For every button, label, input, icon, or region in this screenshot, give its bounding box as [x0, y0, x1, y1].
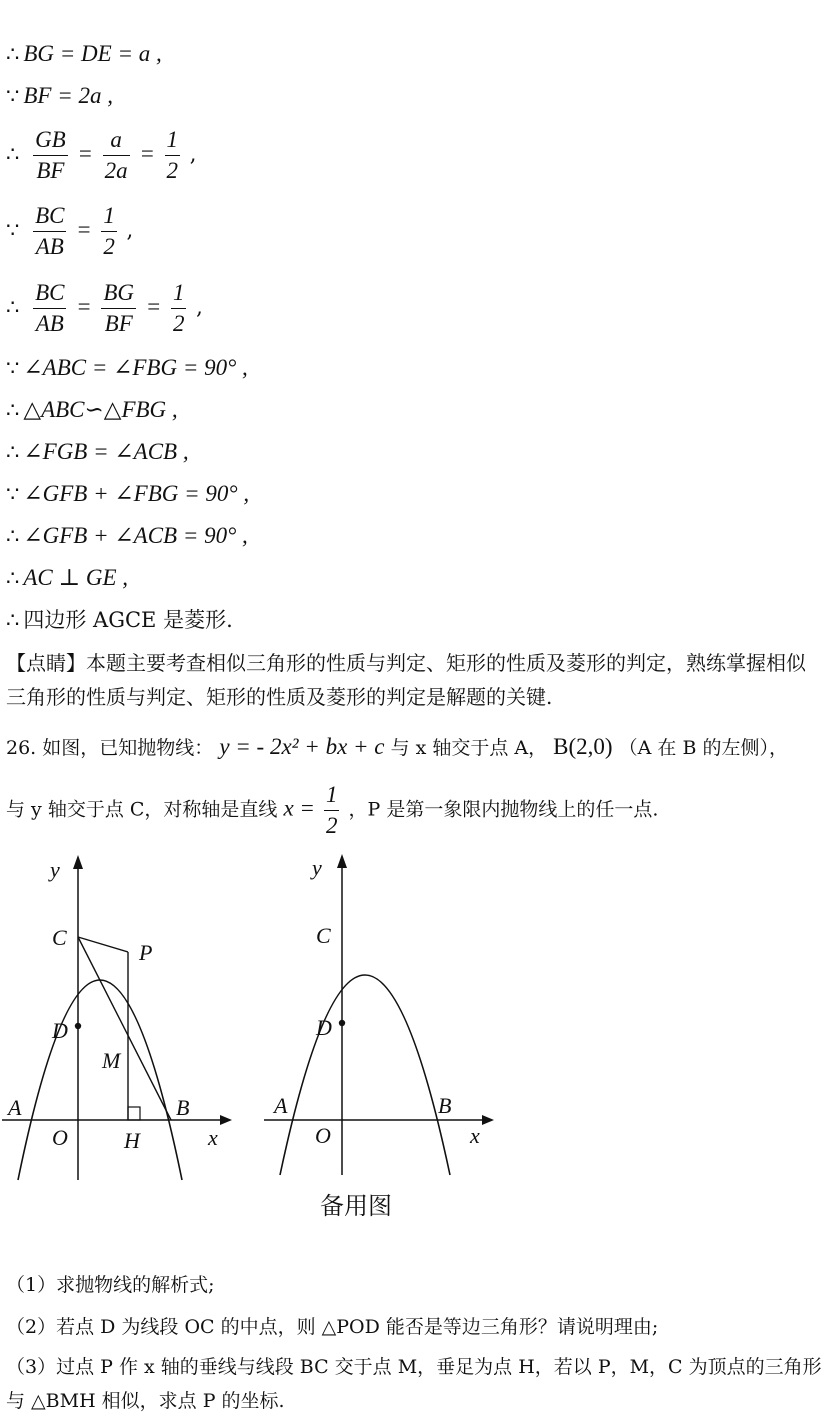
- comment-text: 本题主要考查相似三角形的性质与判定、矩形的性质及菱形的判定，熟练掌握相似三角形的性质与判定、矩形的性质及菱形的判定是解题的关键.: [6, 651, 806, 709]
- label-y: y: [50, 857, 60, 882]
- y-axis-arrow: [337, 854, 347, 868]
- problem-line-2: 与 y 轴交于点 C，对称轴是直线 x = $\frac{1}{2}$ ，P 是第一象限内抛物线上的任一点.: [6, 780, 825, 841]
- right-angle-mark: [128, 1107, 140, 1120]
- problem-line-1: 26. 如图，已知抛物线： y = - 2x² + bx + c 与 x 轴交于点 A， B(2,0) （A 在 B 的左侧），: [6, 734, 788, 759]
- label-a: A: [274, 1093, 288, 1118]
- question-3: （3）过点 P 作 x 轴的垂线与线段 BC 交于点 M，垂足为点 H，若以 P，M，C 为顶点的三角形与 △BMH 相似，求点 P 的坐标.: [6, 1356, 822, 1412]
- proof-line-2: ∵ BF = 2a ,: [6, 83, 113, 108]
- fraction: $\frac{1}{2}$: [172, 280, 185, 336]
- proof-line-8: ∴ ∠FGB = ∠ACB ,: [6, 439, 189, 464]
- parabola: [280, 975, 450, 1175]
- figure-main: [0, 845, 260, 1190]
- proof-line-12: ∴ 四边形 AGCE 是菱形.: [6, 608, 233, 632]
- fraction: $\frac{1}{2}$: [325, 782, 338, 838]
- fraction: $\frac{1}{2}$: [166, 127, 179, 183]
- label-x: x: [470, 1123, 480, 1148]
- parabola: [18, 980, 182, 1180]
- fraction: $\frac{BC}{AB}$: [35, 203, 65, 259]
- fraction: $\frac{a}{2a}$: [104, 127, 128, 183]
- proof-line-9: ∵ ∠GFB + ∠FBG = 90° ,: [6, 481, 250, 506]
- question-2: （2）若点 D 为线段 OC 的中点，则 △POD 能否是等边三角形？请说明理由;: [6, 1316, 659, 1338]
- label-o: O: [52, 1125, 68, 1150]
- label-x: x: [208, 1125, 218, 1150]
- fraction: $\frac{BC}{AB}$: [35, 280, 65, 336]
- label-p: P: [139, 940, 153, 965]
- fraction: $\frac{BG}{BF}$: [103, 280, 135, 336]
- segment-cb: [78, 937, 171, 1120]
- proof-line-11: ∴ AC ⊥ GE ,: [6, 565, 129, 590]
- point-d: [339, 1020, 345, 1026]
- label-b: B: [438, 1093, 452, 1118]
- fraction: $\frac{GB}{BF}$: [35, 127, 66, 183]
- x-axis-arrow: [220, 1115, 232, 1125]
- proof-line-1: ∴ BG = DE = a ,: [6, 41, 162, 66]
- label-h: H: [124, 1128, 140, 1153]
- label-b: B: [176, 1095, 190, 1120]
- y-axis-arrow: [73, 855, 83, 869]
- segment-cp: [78, 937, 128, 952]
- proof-line-3: ∴ $\frac{GB}{BF}$ = $\frac{a}{2a}$ = $\frac{1}{2}$ ,: [6, 125, 196, 186]
- label-o: O: [315, 1123, 331, 1148]
- figure-backup: [260, 845, 500, 1180]
- point-d: [75, 1023, 81, 1029]
- proof-line-6: ∵ ∠ABC = ∠FBG = 90° ,: [6, 355, 248, 380]
- label-y: y: [312, 855, 322, 880]
- x-axis-arrow: [482, 1115, 494, 1125]
- proof-line-10: ∴ ∠GFB + ∠ACB = 90° ,: [6, 523, 248, 548]
- proof-line-4: ∵ $\frac{BC}{AB}$ = $\frac{1}{2}$ ,: [6, 201, 133, 262]
- label-a: A: [8, 1095, 22, 1120]
- proof-line-7: ∴ △ABC∽△FBG ,: [6, 397, 178, 422]
- proof-line-5: ∴ $\frac{BC}{AB}$ = $\frac{BG}{BF}$ = $\frac{1}{2}$ ,: [6, 278, 203, 339]
- comment-label: 【点睛】: [6, 651, 86, 675]
- label-d: D: [316, 1015, 332, 1040]
- label-d: D: [52, 1018, 68, 1043]
- fraction: $\frac{1}{2}$: [103, 203, 115, 259]
- label-m: M: [102, 1048, 121, 1073]
- label-c: C: [316, 923, 331, 948]
- label-c: C: [52, 925, 67, 950]
- figure-caption: 备用图: [320, 1192, 392, 1220]
- comment-paragraph: [6, 646, 825, 714]
- question-1: （1）求抛物线的解析式;: [6, 1274, 215, 1296]
